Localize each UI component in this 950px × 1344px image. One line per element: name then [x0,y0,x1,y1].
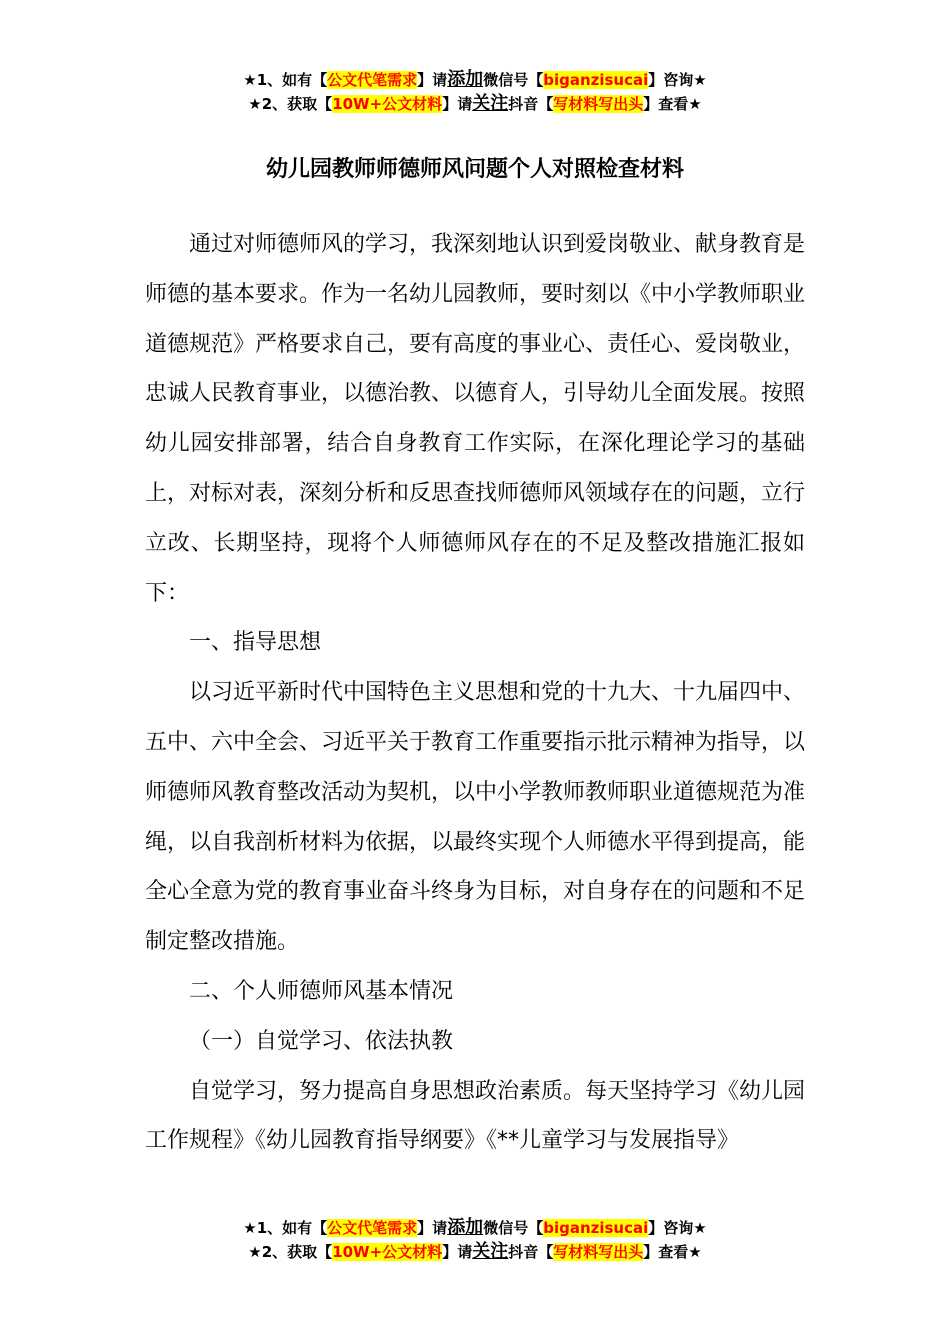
banner-highlight: 10W+公文材料 [332,95,443,113]
page-title: 幼儿园教师师德师风问题个人对照检查材料 [265,157,684,182]
banner-text: ★2、获取【 [248,1243,333,1261]
banner-emphasis: 添加 [447,1217,484,1238]
heading-guiding-ideology: 一、指导思想 [189,630,322,656]
banner-highlight: 公文代笔需求 [327,71,418,89]
banner-line-1 [0,1216,950,1240]
banner-text: 】咨询★ [648,71,707,89]
banner-text: 】查看★ [643,1243,702,1261]
banner-emphasis: 关注 [472,93,509,114]
banner-highlight: 10W+公文材料 [332,1243,443,1261]
footer-banner [0,1216,950,1264]
banner-text: 微信号【 [483,71,544,89]
banner-text: ★2、获取【 [248,95,333,113]
banner-highlight: 公文代笔需求 [327,1219,418,1237]
banner-text: 抖音【 [508,1243,554,1261]
banner-line-1 [0,68,950,92]
banner-text: ★1、如有【 [243,71,328,89]
header-banner [0,68,950,116]
banner-text: 】请 [442,1243,473,1261]
paragraph-self-study: 自觉学习，努力提高自身思想政治素质。每天坚持学习《幼儿园工作规程》《幼儿园教育指导纲要》《**儿童学习与发展指导》 [145,1078,806,1154]
banner-emphasis: 添加 [447,69,484,90]
banner-text: ★1、如有【 [243,1219,328,1237]
banner-text: 抖音【 [508,95,554,113]
banner-emphasis: 关注 [472,1241,509,1262]
banner-text: 】请 [442,95,473,113]
banner-line-2 [0,92,950,116]
paragraph-guiding-ideology: 以习近平新时代中国特色主义思想和党的十九大、十九届四中、五中、六中全会、习近平关于教育工作重要指示批示精神为指导，以师德师风教育整改活动为契机，以中小学教师教师职业道德规范为准绳，以自我剖析材料为依据，以最终实现个人师德水平得到提高，能全心全意为党的教育事业奋斗终身为目标，对自身存在的问题和不足制定整改措施。 [145,680,806,955]
heading-basic-situation: 二、个人师德师风基本情况 [189,978,454,1004]
banner-highlight: biganzisucai [543,71,649,89]
banner-highlight: 写材料写出头 [553,95,644,113]
document-body [145,220,805,1166]
banner-highlight: 写材料写出头 [553,1243,644,1261]
paragraph-intro: 通过对师德师风的学习，我深刻地认识到爱岗敬业、献身教育是师德的基本要求。作为一名幼儿园教师，要时刻以《中小学教师职业道德规范》严格要求自己，要有高度的事业心、责任心、爱岗敬业，忠诚人民教育事业，以德治教、以德育人，引导幼儿全面发展。按照幼儿园安排部署，结合自身教育工作实际，在深化理论学习的基础上，对标对表，深刻分析和反思查找师德师风领域存在的问题，立行立改、长期坚持，现将个人师德师风存在的不足及整改措施汇报如下： [145,232,806,606]
subheading-self-study: （一）自觉学习、依法执教 [189,1028,454,1054]
banner-text: 】请 [417,71,448,89]
banner-text: 微信号【 [483,1219,544,1237]
banner-text: 】请 [417,1219,448,1237]
banner-text: 】查看★ [643,95,702,113]
banner-line-2 [0,1240,950,1264]
banner-text: 】咨询★ [648,1219,707,1237]
banner-highlight: biganzisucai [543,1219,649,1237]
